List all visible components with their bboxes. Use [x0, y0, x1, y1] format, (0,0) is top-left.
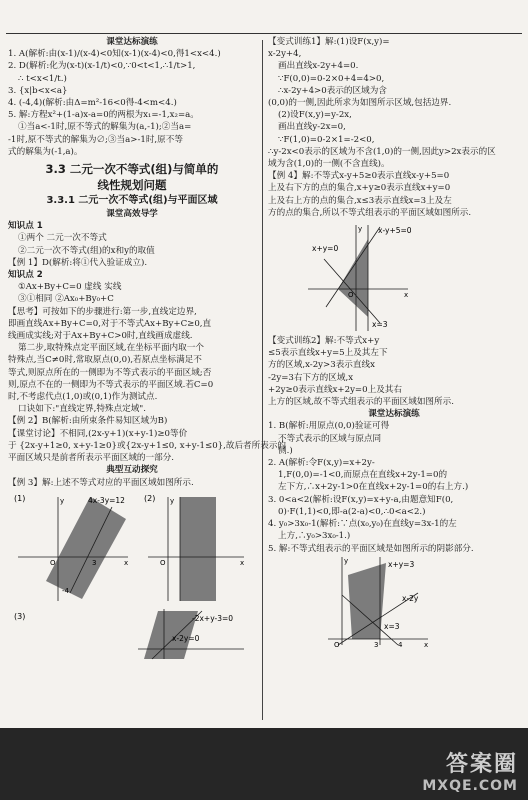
answer-line: ①当a<-1时,原不等式的解集为(a,-1);②当a=	[18, 122, 192, 133]
answer-line: -2y=3右下方的区域,x	[268, 372, 354, 383]
example-3-figures	[8, 489, 256, 659]
answer-line: 上方的区域,故不等式组表示的平面区域如图所示.	[268, 397, 454, 408]
answer-line: 等式,则原点所在的一侧即为不等式表示的平面区域;否	[8, 367, 212, 378]
answer-line: 【思考】可按如下的步骤进行:第一步,直线定边界,	[8, 306, 197, 317]
answer-line: x-2y+4,	[268, 49, 302, 60]
graph-label: (1)	[14, 493, 26, 503]
answer-line: 域为含(1,0)的一侧(不含直线)。	[268, 159, 390, 170]
answer-line: 【例 3】解:上述不等式对应的平面区域如图所示.	[8, 477, 194, 488]
answer-line: +2y≥0表示直线x+2y=0上及其右	[268, 384, 402, 395]
answer-line: 5. 解:不等式组表示的平面区域是如图所示的阴影部分.	[268, 543, 474, 554]
section-heading: 课堂高效导学	[106, 209, 158, 220]
line-label: x-2y=0	[172, 633, 200, 643]
answer-line: 1. B(解析:用原点(0,0)验证可得	[268, 421, 390, 432]
answer-line: 3. {x|b<x<a}	[8, 85, 68, 96]
answer-line: 画出直线y-2x=0,	[278, 122, 346, 133]
chapter-title: 线性规划问题	[97, 178, 167, 193]
answer-line: ∴x-2y+4>0表示的区域为含	[278, 85, 387, 96]
axis-label: y	[60, 496, 65, 505]
answer-line: 时,不考虑代点(1,0)或(0,1)作为测试点.	[8, 392, 158, 403]
line-label: 4x-3y=12	[88, 495, 125, 505]
answer-line: 方的点的集合,所以不等式组表示的平面区域如图所示.	[268, 207, 472, 218]
watermark-text: 答案圈	[445, 752, 518, 777]
answer-line: 第二步,取特殊点定平面区域,在坐标平面内取一个	[18, 343, 204, 354]
answer-line: 1,F(0,0)=-1<0,而原点在直线x+2y-1=0的	[278, 470, 448, 481]
tick-label: -4	[62, 586, 69, 595]
origin-label: O	[334, 640, 340, 649]
answer-line: 左下方,∴x+2y-1>0在直线x+2y-1=0的右上方.)	[278, 482, 469, 493]
answer-line: 【变式训练1】解:(1)设F(x,y)=	[268, 37, 390, 47]
column-divider	[262, 40, 263, 720]
answer-line: 【例 4】解:不等式x-y+5≥0表示直线x-y+5=0	[268, 171, 450, 182]
answer-line: 线画成实线;对于Ax+By+C>0时,直线画成虚线.	[8, 331, 193, 342]
answer-line: 【课堂讨论】不相同,(2x-y+1)(x+y-1)≥0等价	[8, 428, 188, 439]
axis-label: x	[124, 558, 129, 567]
axis-label: y	[170, 496, 175, 505]
chapter-title: 3.3 二元一次不等式(组)与简单的	[45, 162, 219, 177]
answer-line: 平面区域只是前者所表示平面区域的一部分.	[8, 453, 175, 464]
section-heading: 课堂达标演练	[368, 409, 420, 420]
shaded-region	[338, 239, 368, 317]
axis-label: x	[240, 558, 245, 567]
answer-line: ①两个 二元一次不等式	[18, 233, 107, 244]
answer-line: ∴ t<x<1/t.)	[18, 73, 67, 84]
shaded-region	[180, 497, 216, 601]
answer-line: 即画直线Ax+By+C=0,对于不等式Ax+By+C≥0,直	[8, 318, 212, 329]
section-heading: 课堂达标演练	[106, 37, 158, 47]
graph-label: (2)	[144, 493, 156, 503]
example-4-figure	[268, 219, 520, 335]
axis-label: x	[424, 640, 429, 649]
dark-bottom-bar	[0, 728, 528, 800]
answer-line: 【例 1】D(解析:将①代入验证成立).	[8, 257, 148, 268]
answer-line: 上及右下方的点的集合,x+y≥0表示直线x+y=0	[268, 183, 451, 194]
answer-line: 特殊点,当C≠0时,常取原点(0,0),若原点坐标满足不	[8, 355, 202, 366]
answer-line: 5. 解:方程x²+(1-a)x-a=0的两根为x₁=-1,x₂=a。	[8, 110, 199, 121]
answer-line: ≤5表示直线x+y=5上及其左下	[268, 348, 388, 359]
origin-label: O	[160, 558, 166, 567]
tick-label: 3	[92, 558, 97, 567]
answer-line: ∵F(0,0)=0-2×0+4=4>0,	[278, 73, 385, 84]
graph-1	[14, 494, 128, 601]
line-label: x-2y	[402, 593, 419, 603]
tick-label: 3	[374, 640, 379, 649]
answer-line: -1时,原不等式的解集为∅;③当a>-1时,原不等	[8, 134, 183, 145]
graph-3	[14, 609, 244, 659]
answer-line: 1. A(解析:由(x-1)/(x-4)<0知(x-1)(x-4)<0,得1<x<4.)	[8, 49, 221, 60]
answer-line: ①Ax+By+C=0 虚线 实线	[18, 282, 122, 293]
origin-label: O	[50, 558, 56, 567]
line-label: x+y=3	[388, 559, 415, 569]
top-rule	[6, 33, 522, 34]
line-label: x+y=0	[312, 244, 339, 254]
answer-line: ∵F(1,0)=0-2×1=-2<0,	[278, 134, 375, 145]
tick-label: 4	[398, 640, 403, 649]
knowledge-point-label: 知识点 2	[8, 270, 43, 281]
origin-label: O	[348, 291, 354, 300]
axis-label: y	[344, 556, 349, 565]
subsection-title: 3.3.1 二元一次不等式(组)与平面区域	[46, 195, 218, 207]
axis-label: x	[404, 291, 409, 300]
line-label: x=3	[372, 320, 388, 330]
right-column	[268, 36, 520, 647]
answer-line: 上方,∴y₀>3x₀-1.)	[278, 531, 351, 542]
answer-line: 画出直线x-2y+4=0.	[278, 61, 359, 72]
watermark	[422, 747, 518, 794]
graph-label: (3)	[14, 611, 26, 621]
answer-line: 【变式训练2】解:不等式x+y	[268, 336, 380, 347]
answer-line: 口诀如下:"直线定界,特殊点定域".	[18, 404, 146, 415]
answer-line: ∴y-2x<0表示的区域为不含(1,0)的一侧,因此y>2x表示的区	[268, 146, 496, 157]
system-inequality: {2x-y+1≥0, x+y-1≥0}或{2x-y+1≤0, x+y-1≤0},故后者所表示的	[19, 440, 287, 451]
answer-line: 方的区域,x-2y>3表示直线x	[268, 360, 375, 371]
answer-line: ③①相同 ②Ax₀+By₀+C	[18, 294, 114, 305]
answer-line: 2. D(解析:化为(x-t)(x-1/t)<0,∵0<t<1,∴1/t>1,	[8, 61, 196, 72]
line-label: x=3	[384, 621, 400, 631]
answer-line: 侧.)	[278, 445, 293, 456]
line-label: x-y+5=0	[378, 226, 412, 236]
answer-line: 上及右上方的点的集合,x≤3表示直线x=3上及左	[268, 195, 452, 206]
answer-line: (2)设F(x,y)=y-2x,	[278, 110, 352, 121]
answer-line: 则,原点不在的一侧即为不等式表示的平面区域.若C=0	[8, 379, 214, 390]
answer-line: 4. y₀>3x₀-1(解析:∵点(x₀,y₀)在直线y=3x-1的左	[268, 519, 457, 530]
answer-text: 于	[8, 440, 17, 451]
answer-line: 0)·F(1,1)<0,即-a(2-a)<0,∴0<a<2.)	[278, 506, 426, 517]
watermark-url: MXQE.COM	[422, 778, 518, 794]
answer-line: 3. 0<a<2(解析:设F(x,y)=x+y-a,由题意知F(0,	[268, 494, 454, 505]
exercise-5-figure	[268, 555, 520, 647]
answer-line: (0,0)的一侧,因此所求为如图所示区域,包括边界.	[268, 98, 452, 109]
answer-line	[8, 440, 287, 452]
answer-line: 2. A(解析:令F(x,y)=x+2y-	[268, 458, 375, 469]
section-heading: 典型互动探究	[106, 465, 158, 476]
answer-line: ②二元一次不等式(组)的x和y的取值	[18, 245, 155, 256]
axis-label: y	[358, 225, 363, 234]
graph-2	[144, 494, 244, 601]
answer-line: 【例 2】B(解析:由所束条件易知区域为B)	[8, 416, 168, 427]
answer-line: 式的解集为(-1,a)。	[8, 146, 83, 157]
answer-line: 4. (-4,4)(解析:由Δ=m²-16<0得-4<m<4.)	[8, 98, 177, 109]
line-label: -2x+y-3=0	[192, 613, 234, 623]
knowledge-point-label: 知识点 1	[8, 221, 43, 232]
answer-line: 不等式表示的区域与原点同	[278, 433, 382, 444]
